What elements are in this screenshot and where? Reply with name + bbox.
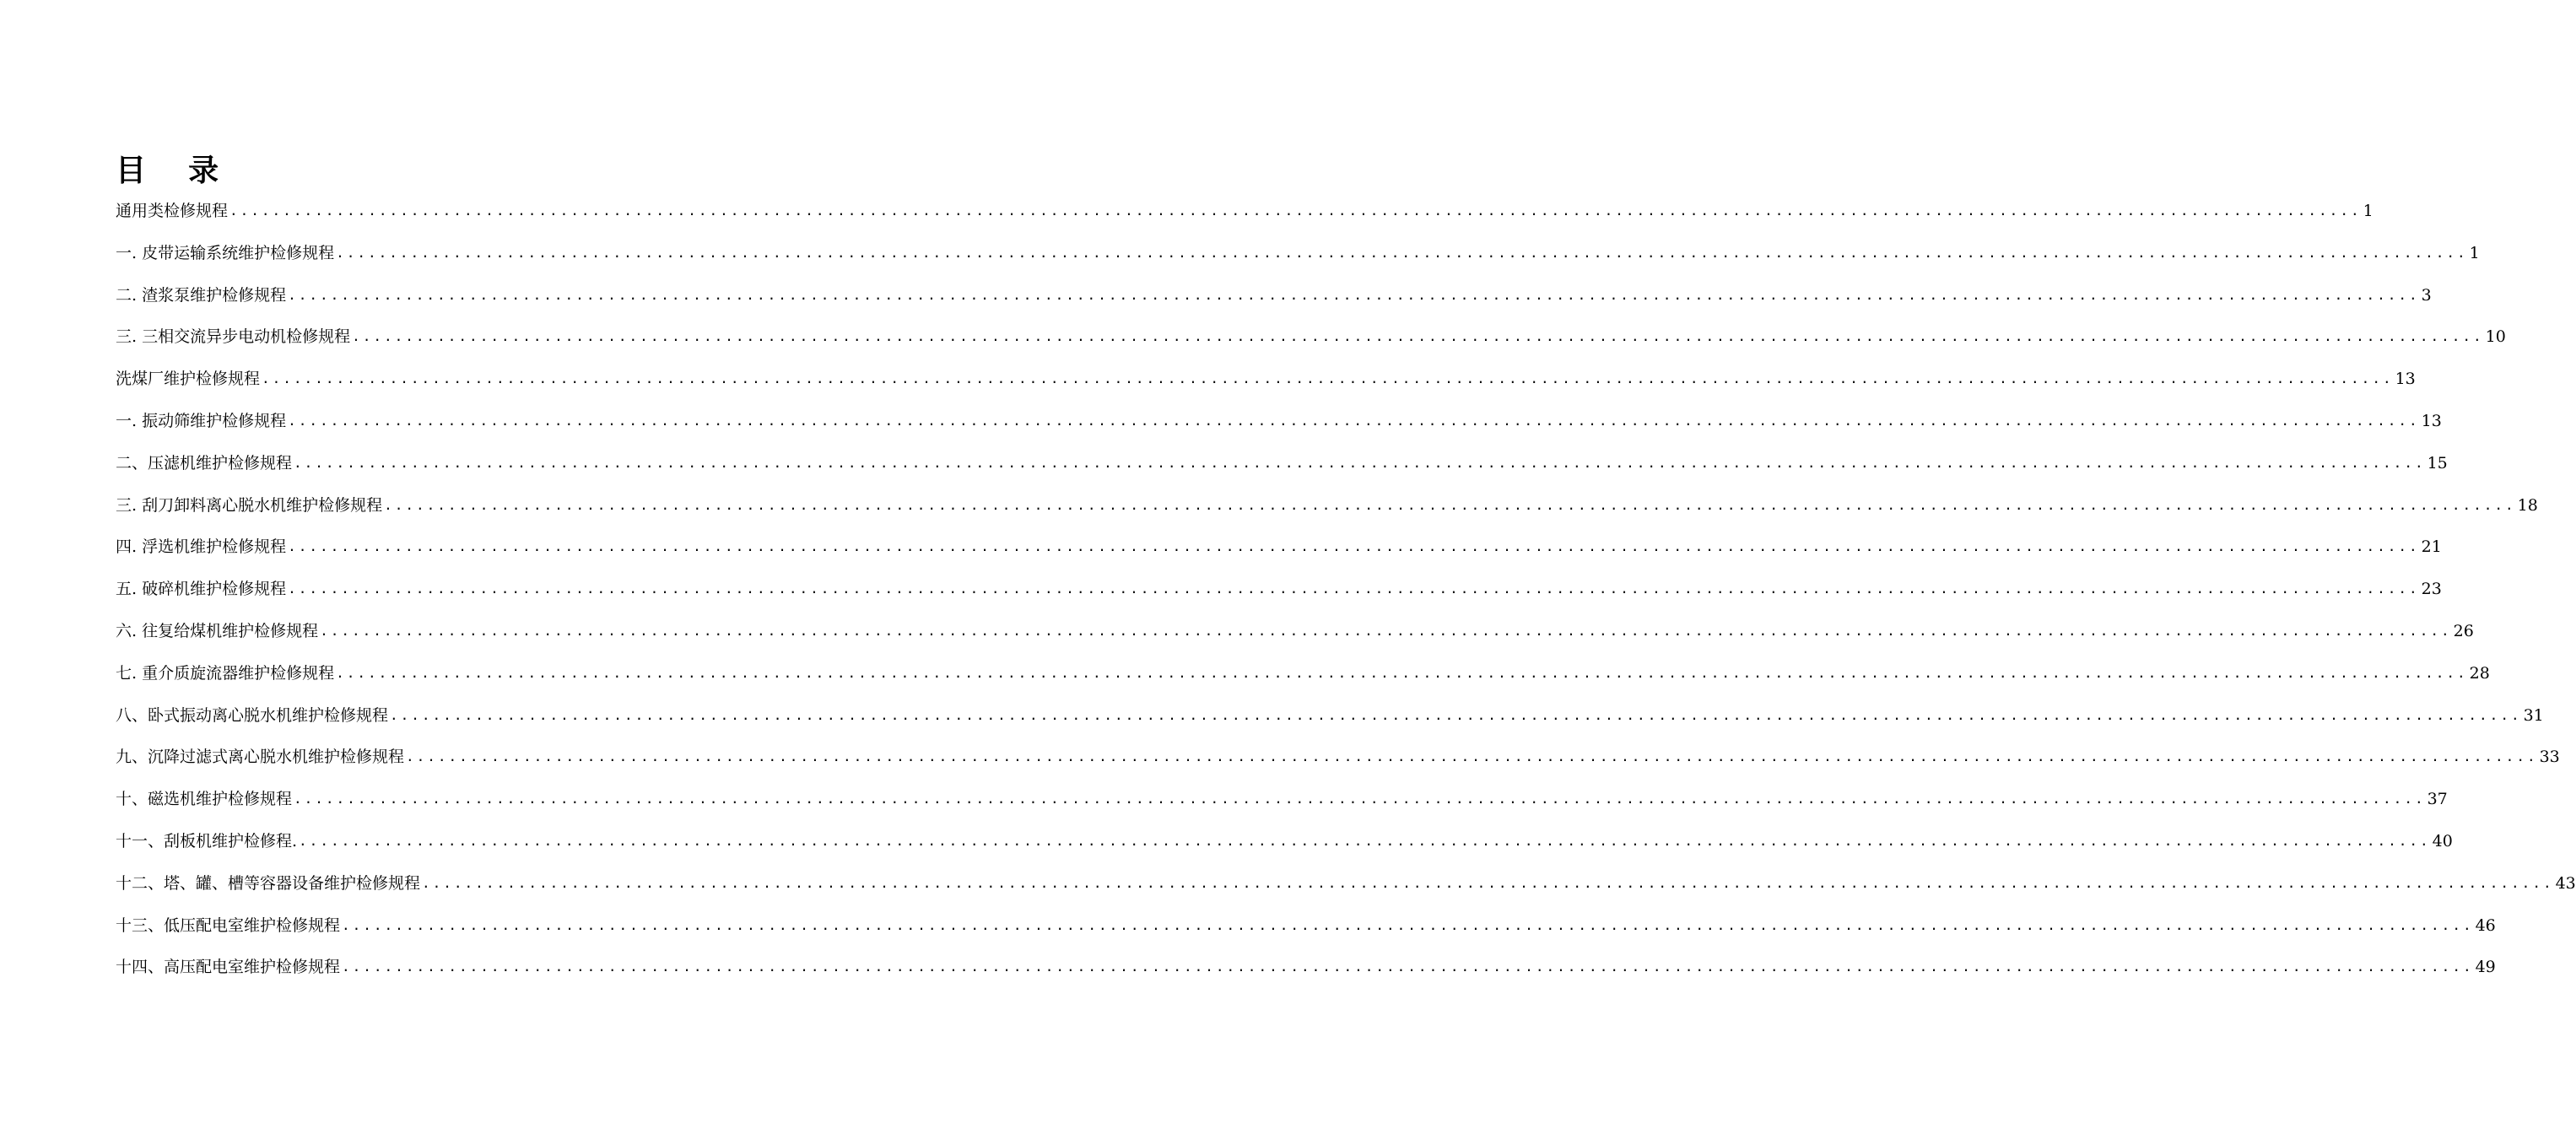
toc-entry-page-number: 1 xyxy=(2469,243,2480,262)
toc-entry[interactable] xyxy=(116,448,2448,478)
toc-leader-dots: ........................................................................................................................................................................................................ xyxy=(390,706,2522,723)
toc-entry-label: 九、沉降过滤式离心脱水机维护检修规程 xyxy=(116,748,405,767)
toc-leader-dots: ........................................................................................................................................................................................................ xyxy=(384,496,2516,513)
toc-entry-page-number: 13 xyxy=(2395,370,2416,389)
toc-entry-label: 一. 振动筛维护检修规程 xyxy=(116,412,287,430)
toc-leader-dots: ........................................................................................................................................................................................................ xyxy=(262,370,2394,387)
toc-leader-dots: ........................................................................................................................................................................................................ xyxy=(230,202,2362,219)
toc-entry[interactable] xyxy=(116,952,2496,982)
toc-entry-label: 通用类检修规程 xyxy=(116,202,229,220)
toc-entry-page-number: 1 xyxy=(2363,202,2373,220)
toc-entry-page-number: 18 xyxy=(2517,495,2538,515)
toc-leader-dots: ........................................................................................................................................................................................................ xyxy=(288,580,2420,597)
toc-entry-label: 十三、低压配电室维护检修规程 xyxy=(116,915,341,935)
toc-leader-dots: ........................................................................................................................................................................................................ xyxy=(288,413,2420,429)
toc-entry[interactable] xyxy=(116,321,2506,352)
toc-leader-dots: ........................................................................................................................................................................................................ xyxy=(406,748,2538,765)
toc-entry-label: 六. 往复给煤机维护检修规程 xyxy=(116,622,319,640)
toc-entry[interactable] xyxy=(116,868,2576,899)
toc-entry[interactable] xyxy=(116,364,2416,394)
toc-entry-page-number: 49 xyxy=(2475,958,2496,977)
toc-entry-page-number: 33 xyxy=(2539,748,2560,767)
toc-entry-page-number: 21 xyxy=(2421,537,2442,557)
toc-entry-label: 十、磁选机维护检修规程 xyxy=(116,790,293,809)
toc-entry[interactable] xyxy=(116,784,2448,814)
toc-entry[interactable] xyxy=(116,490,2538,521)
toc-entry-page-number: 46 xyxy=(2475,915,2496,935)
toc-entry-page-number: 23 xyxy=(2421,580,2442,599)
toc-entry-label: 二. 渣浆泵维护检修规程 xyxy=(116,285,287,305)
toc-entry-label: 一. 皮带运输系统维护检修规程 xyxy=(116,243,335,262)
toc-leader-dots: ........................................................................................................................................................................................................ xyxy=(352,328,2484,345)
toc-leader-dots: ........................................................................................................................................................................................................ xyxy=(294,791,2426,807)
toc-entry-label: 八、卧式振动离心脱水机维护检修规程 xyxy=(116,705,389,725)
toc-leader-dots: ........................................................................................................................................................................................................ xyxy=(336,244,2468,261)
toc-leader-dots: ........................................................................................................................................................................................................ xyxy=(342,958,2474,975)
toc-entry-page-number: 28 xyxy=(2469,663,2490,683)
toc-entry-label: 十一、刮板机维护检修程. xyxy=(116,832,298,850)
toc-entry-label: 十四、高压配电室维护检修规程 xyxy=(116,958,341,977)
toc-leader-dots: ........................................................................................................................................................................................................ xyxy=(320,623,2452,639)
toc-entry[interactable] xyxy=(116,574,2442,604)
toc-entry-page-number: 10 xyxy=(2485,327,2506,347)
toc-entry-page-number: 43 xyxy=(2555,873,2576,893)
toc-entry-label: 四. 浮选机维护检修规程 xyxy=(116,537,287,557)
toc-entry[interactable] xyxy=(116,658,2490,688)
toc-title: 目 录 xyxy=(116,153,219,188)
toc-entry-label: 洗煤厂维护检修规程 xyxy=(116,370,261,389)
toc-leader-dots: ........................................................................................................................................................................................................ xyxy=(422,874,2554,891)
toc-leader-dots: ........................................................................................................................................................................................................ xyxy=(294,454,2426,471)
toc-leader-dots: ........................................................................................................................................................................................................ xyxy=(288,538,2420,555)
toc-entry-label: 三. 三相交流异步电动机检修规程 xyxy=(116,327,351,347)
toc-entry-page-number: 31 xyxy=(2523,705,2544,725)
toc-leader-dots: ........................................................................................................................................................................................................ xyxy=(299,833,2431,849)
toc-entry[interactable] xyxy=(116,280,2432,310)
toc-entry[interactable] xyxy=(116,910,2496,941)
toc-entry[interactable] xyxy=(116,196,2373,226)
toc-entry[interactable] xyxy=(116,616,2474,646)
toc-entry-page-number: 15 xyxy=(2427,453,2448,472)
toc-entry-page-number: 26 xyxy=(2453,622,2474,640)
toc-entry-page-number: 3 xyxy=(2421,285,2432,305)
toc-entry[interactable] xyxy=(116,406,2442,436)
toc-entry[interactable] xyxy=(116,826,2453,856)
toc-entry[interactable] xyxy=(116,532,2442,562)
toc-entry-label: 三. 刮刀卸料离心脱水机维护检修规程 xyxy=(116,495,383,515)
toc-entry-page-number: 37 xyxy=(2427,790,2448,809)
toc-entry-label: 二、压滤机维护检修规程 xyxy=(116,453,293,472)
toc-entry[interactable] xyxy=(116,700,2544,731)
toc-leader-dots: ........................................................................................................................................................................................................ xyxy=(342,916,2474,933)
toc-entry-page-number: 13 xyxy=(2421,412,2442,430)
toc-entry-label: 十二、塔、罐、槽等容器设备维护检修规程 xyxy=(116,873,421,893)
toc-entry-label: 七. 重介质旋流器维护检修规程 xyxy=(116,663,335,683)
toc-entry-label: 五. 破碎机维护检修规程 xyxy=(116,580,287,599)
toc-entry[interactable] xyxy=(116,742,2560,772)
toc-leader-dots: ........................................................................................................................................................................................................ xyxy=(336,664,2468,681)
toc-leader-dots: ........................................................................................................................................................................................................ xyxy=(288,286,2420,303)
toc-entry[interactable] xyxy=(116,238,2480,268)
toc-entry-page-number: 40 xyxy=(2432,832,2453,850)
